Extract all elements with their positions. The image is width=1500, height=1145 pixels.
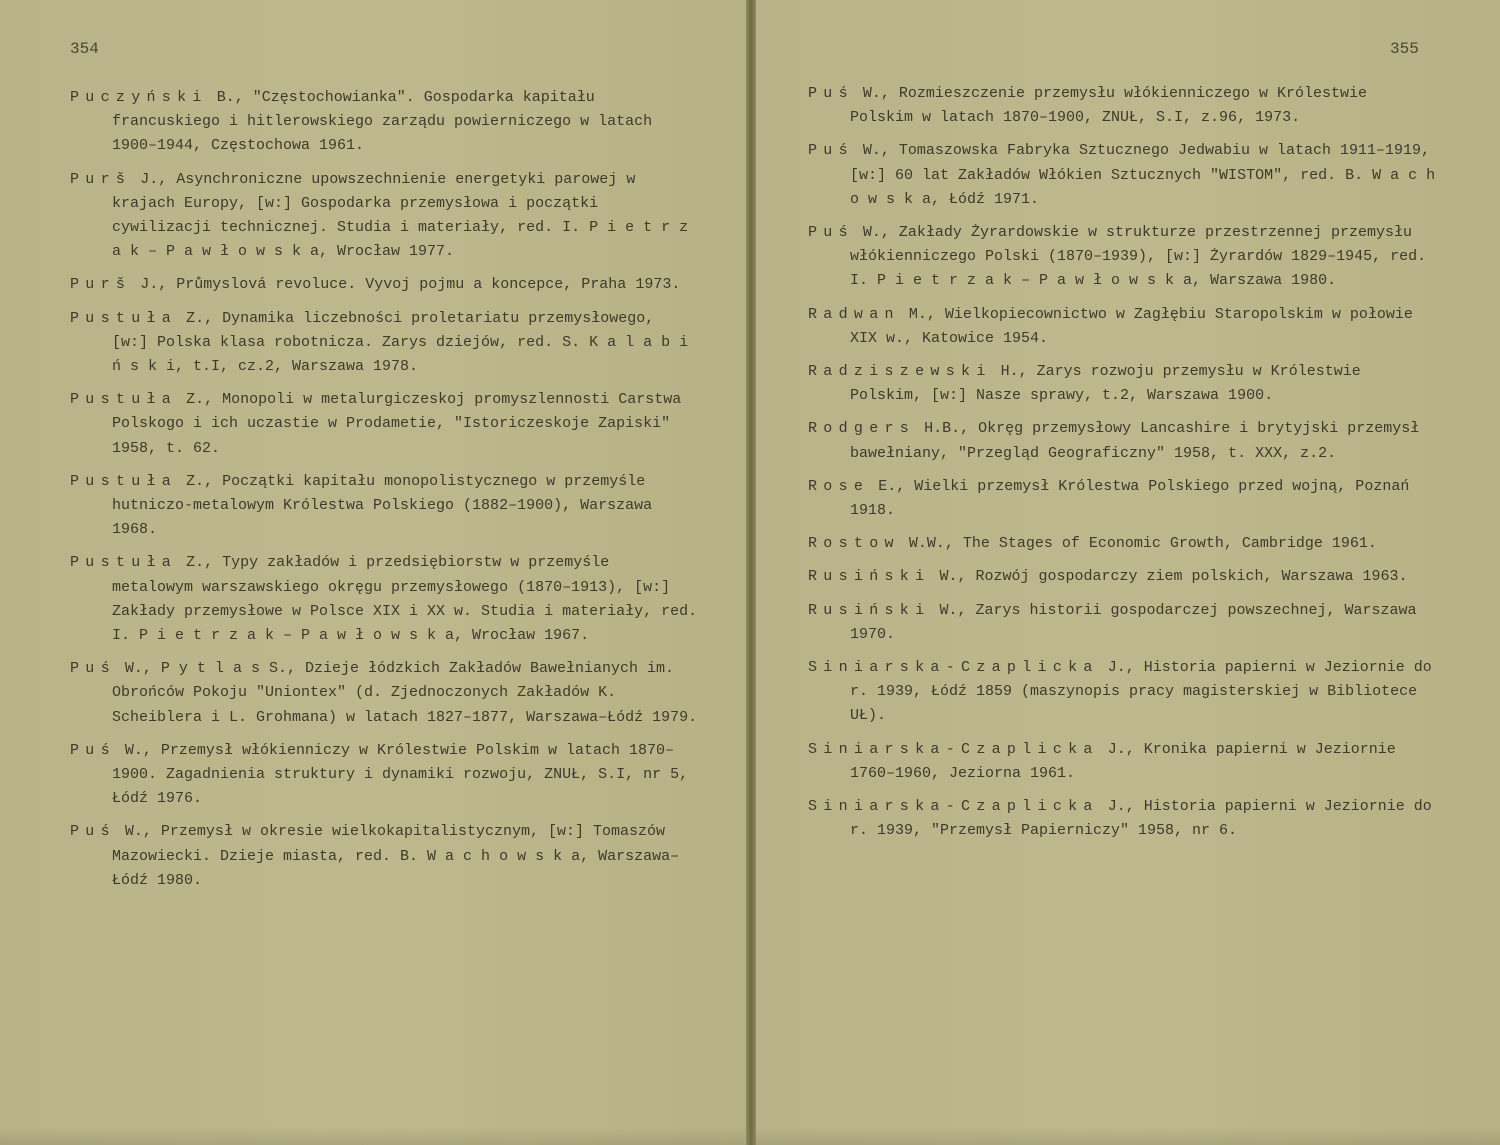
entry-text: W., Zarys historii gospodarczej powszechnej, Warszawa 1970. xyxy=(850,601,1417,643)
bibliography-entry xyxy=(70,470,698,543)
entry-author: Rusiński xyxy=(808,601,931,619)
bibliography-entry xyxy=(808,532,1438,556)
bibliography-entry xyxy=(808,360,1438,408)
entry-author: Rusiński xyxy=(808,568,931,586)
entry-text: M., Wielkopiecownictwo w Zagłębiu Staropolskim w połowie XIX w., Katowice 1954. xyxy=(850,305,1413,347)
entry-text: W., Przemysł w okresie wielkokapitalistycznym, [w:] Tomaszów Mazowiecki. Dzieje miasta, red. B. W a c h o w s k a, Warszawa–Łódź 1980. xyxy=(112,823,680,889)
entry-text: H., Zarys rozwoju przemysłu w Królestwie Polskim, [w:] Nasze sprawy, t.2, Warszawa 1900. xyxy=(850,363,1361,405)
entry-author: Radwan xyxy=(808,305,900,323)
bibliography-entry xyxy=(70,657,698,730)
bibliography-entry xyxy=(808,417,1438,465)
bibliography-entry xyxy=(808,82,1438,130)
bibliography-entry xyxy=(70,307,698,380)
entry-author: Rostow xyxy=(808,535,900,553)
bibliography-entry xyxy=(808,795,1438,843)
left-page xyxy=(0,0,746,1145)
bibliography-entry xyxy=(70,820,698,893)
entry-author: Pustuła xyxy=(70,391,178,409)
entry-text: Z., Monopoli w metalurgiczeskoj promyszlennosti Carstwa Polskogo i ich uczastie w Prodametie, "Istoriczeskoje Zapiski" 1958, t. 62. xyxy=(112,391,682,457)
page-shadow xyxy=(0,1127,746,1145)
bibliography-entry xyxy=(808,656,1438,729)
entry-text: Z., Typy zakładów i przedsiębiorstw w przemyśle metalowym warszawskiego okręgu przemysłowego (1870–1913), [w:] Zakłady przemysłowe w Polsce XIX i XX w. Studia i materiały, red. I. P i e t r z a k – P a w ł o w s k a, Wrocław 1967. xyxy=(112,554,698,645)
bibliography-list xyxy=(70,86,698,902)
entry-author: Puś xyxy=(808,224,854,242)
entry-text: J., Historia papierni w Jeziornie do r. 1939, Łódź 1859 (maszynopis pracy magisterskiej w Bibliotece UŁ). xyxy=(850,659,1432,725)
entry-text: W., Tomaszowska Fabryka Sztucznego Jedwabiu w latach 1911–1919, [w:] 60 lat Zakładów Włókien Sztucznych "WISTOM", red. B. W a c h o w s k a, Łódź 1971. xyxy=(850,142,1436,208)
entry-author: Siniarska-Czaplicka xyxy=(808,659,1099,677)
entry-author: Radziszewski xyxy=(808,363,992,381)
bibliography-entry xyxy=(70,86,698,159)
entry-text: W., Rozmieszczenie przemysłu włókienniczego w Królestwie Polskim w latach 1870–1900, ZNUŁ, S.I, z.96, 1973. xyxy=(850,85,1368,127)
entry-text: Z., Dynamika liczebności proletariatu przemysłowego, [w:] Polska klasa robotnicza. Zarys dziejów, red. S. K a l a b i ń s k i, t.I, cz.2, Warszawa 1978. xyxy=(112,309,689,376)
bibliography-entry xyxy=(808,139,1438,212)
entry-text: J., Průmyslová revoluce. Vyvoj pojmu a koncepce, Praha 1973. xyxy=(140,276,681,294)
entry-text: J., Historia papierni w Jeziornie do r. 1939, "Przemysł Papierniczy" 1958, nr 6. xyxy=(850,798,1432,840)
entry-author: Pustuła xyxy=(70,554,178,572)
entry-author: Puś xyxy=(70,741,116,759)
entry-text: W., Przemysł włókienniczy w Królestwie Polskim w latach 1870–1900. Zagadnienia struktury i dynamiki rozwoju, ZNUŁ, S.I, nr 5, Łódź 1976. xyxy=(112,741,689,808)
entry-author: Rose xyxy=(808,477,870,495)
entry-author: Rodgers xyxy=(808,420,916,438)
entry-author: Siniarska-Czaplicka xyxy=(808,740,1099,758)
entry-author: Puś xyxy=(808,142,854,160)
entry-text: W., P y t l a s S., Dzieje łódzkich Zakładów Bawełnianych im. Obrońców Pokoju "Uniontex" (d. Zjednoczonych Zakładów K. Scheiblera i L. Grohmana) w latach 1827–1877, Warszawa–Łódź 1979. xyxy=(112,660,698,726)
entry-author: Siniarska-Czaplicka xyxy=(808,798,1099,816)
entry-author: Puczyński xyxy=(70,89,208,106)
entry-author: Puś xyxy=(808,85,854,102)
entry-text: W.W., The Stages of Economic Growth, Cambridge 1961. xyxy=(908,535,1377,553)
entry-text: E., Wielki przemysł Królestwa Polskiego przed wojną, Poznań 1918. xyxy=(850,477,1410,520)
entry-text: J., Kronika papierni w Jeziornie 1760–1960, Jeziorna 1961. xyxy=(850,740,1396,782)
bibliography-entry xyxy=(70,168,698,265)
right-page xyxy=(756,0,1500,1145)
bibliography-entry xyxy=(70,388,698,461)
bibliography-entry xyxy=(70,273,698,297)
entry-text: Z., Początki kapitału monopolistycznego w przemyśle hutniczo-metalowym Królestwa Polskiego (1882–1900), Warszawa 1968. xyxy=(112,472,653,539)
entry-text: J., Asynchroniczne upowszechnienie energetyki parowej w krajach Europy, [w:] Gospodarka przemysłowa i początki cywilizacji technicznej. Studia i materiały, red. I. P i e t r z a k – P a w ł o w s k a, Wrocław 1977. xyxy=(112,170,689,261)
bibliography-entry xyxy=(70,551,698,648)
entry-text: H.B., Okręg przemysłowy Lancashire i brytyjski przemysł bawełniany, "Przegląd Geograficzny" 1958, t. XXX, z.2. xyxy=(850,420,1420,462)
entry-author: Pustuła xyxy=(70,472,178,490)
entry-author: Purš xyxy=(70,170,132,188)
entry-text: W., Zakłady Żyrardowskie w strukturze przestrzennej przemysłu włókienniczego Polski (1870–1939), [w:] Żyrardów 1829–1945, red. I. P i e t r z a k – P a w ł o w s k a, Warszawa 1980. xyxy=(850,224,1427,290)
bibliography-list xyxy=(808,82,1438,852)
bibliography-entry xyxy=(808,738,1438,786)
entry-author: Pustuła xyxy=(70,309,178,327)
entry-text: W., Rozwój gospodarczy ziem polskich, Warszawa 1963. xyxy=(939,568,1408,586)
entry-text: B., "Częstochowianka". Gospodarka kapitału francuskiego i hitlerowskiego zarządu powierniczego w latach 1900–1944, Częstochowa 1961. xyxy=(112,89,653,155)
entry-author: Purš xyxy=(70,276,132,294)
page-shadow xyxy=(756,1127,1500,1145)
page-number: 355 xyxy=(1390,40,1419,58)
page-number: 354 xyxy=(70,40,99,58)
bibliography-entry xyxy=(808,599,1438,647)
bibliography-entry xyxy=(808,303,1438,351)
bibliography-entry xyxy=(808,475,1438,523)
bibliography-entry xyxy=(808,221,1438,294)
entry-author: Puś xyxy=(70,660,116,678)
entry-author: Puś xyxy=(70,823,116,841)
bibliography-entry xyxy=(808,565,1438,589)
bibliography-entry xyxy=(70,739,698,812)
book-gutter xyxy=(746,0,756,1145)
